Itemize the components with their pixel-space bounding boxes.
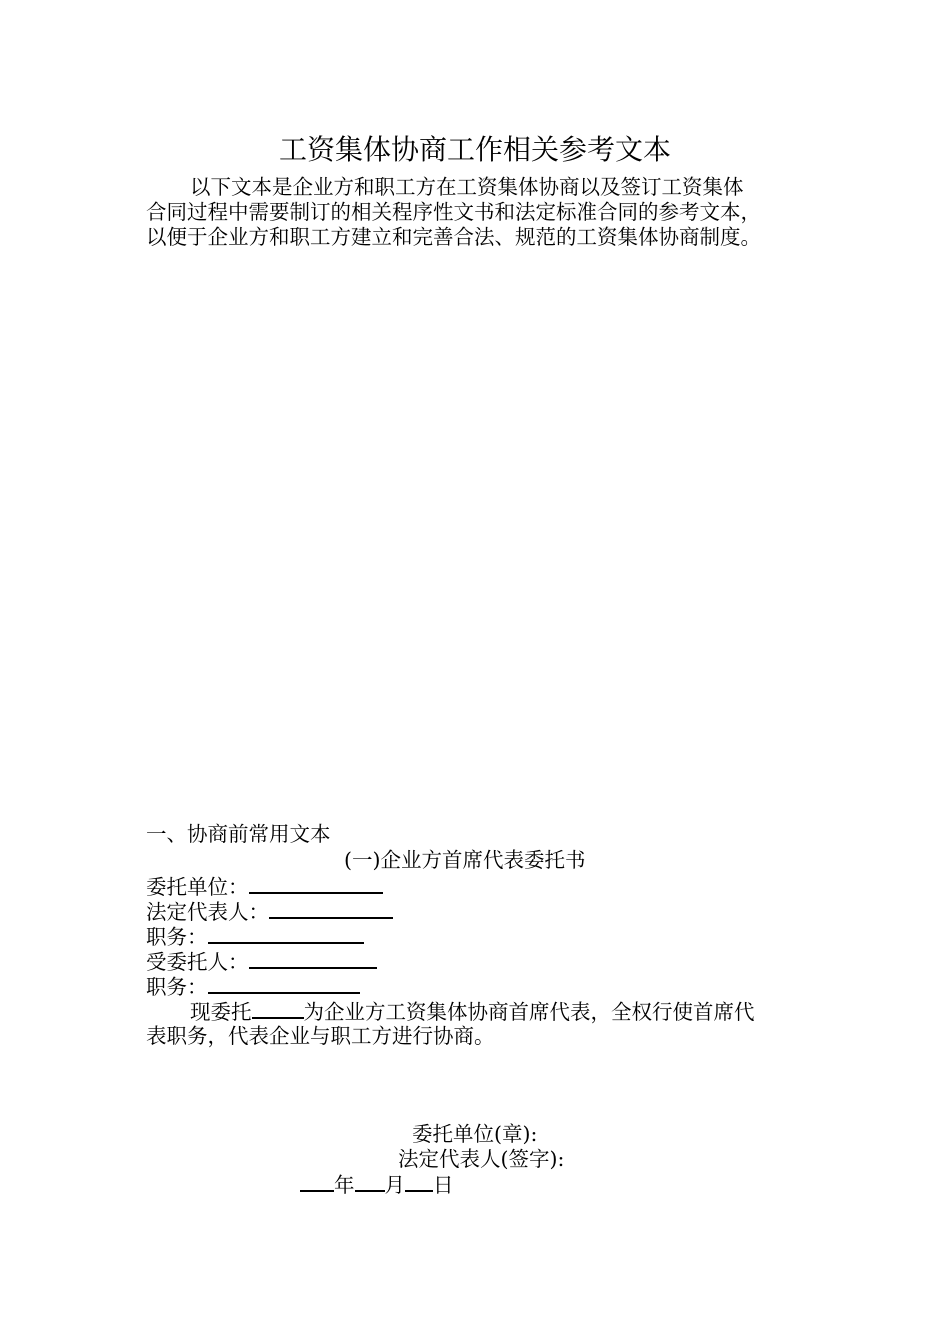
section-heading: 一、协商前常用文本 <box>146 822 331 846</box>
date-month-label: 月 <box>384 1173 405 1197</box>
document-title: 工资集体协商工作相关参考文本 <box>278 133 671 166</box>
fill-blank[interactable] <box>269 899 393 919</box>
fill-blank[interactable] <box>208 974 360 994</box>
fill-blank[interactable] <box>208 924 364 944</box>
field-label: 法定代表人： <box>146 900 269 924</box>
fill-blank[interactable] <box>355 1172 385 1192</box>
field-position <box>146 974 360 1000</box>
intro-line: 以便于企业方和职工方建立和完善合法、规范的工资集体协商制度。 <box>146 225 761 249</box>
field-entrusting-unit <box>146 874 383 900</box>
intro-line: 以下文本是企业方和职工方在工资集体协商以及签订工资集体 <box>190 175 744 199</box>
body-line <box>190 999 755 1025</box>
intro-line: 合同过程中需要制订的相关程序性文书和法定标准合同的参考文本， <box>146 200 761 224</box>
signature-representative: 法定代表人(签字): <box>398 1147 565 1171</box>
field-legal-representative <box>146 899 393 925</box>
subsection-title: (一)企业方首席代表委托书 <box>344 848 586 872</box>
signature-date <box>300 1172 454 1198</box>
field-label: 职务： <box>146 925 208 949</box>
date-day-label: 日 <box>433 1173 454 1197</box>
fill-blank[interactable] <box>300 1172 334 1192</box>
fill-blank[interactable] <box>249 949 377 969</box>
fill-blank[interactable] <box>405 1172 433 1192</box>
body-text: 为企业方工资集体协商首席代表，全权行使首席代 <box>303 1000 755 1024</box>
fill-blank[interactable] <box>252 999 304 1019</box>
fill-blank[interactable] <box>249 874 383 894</box>
body-text: 现委托 <box>190 1000 252 1024</box>
field-label: 职务： <box>146 975 208 999</box>
field-entrusted-person <box>146 949 377 975</box>
field-position <box>146 924 364 950</box>
intro-paragraph <box>146 175 816 250</box>
body-line: 表职务，代表企业与职工方进行协商。 <box>146 1024 495 1048</box>
field-label: 受委托人： <box>146 950 249 974</box>
signature-unit: 委托单位(章): <box>412 1122 538 1146</box>
date-year-label: 年 <box>334 1173 355 1197</box>
field-label: 委托单位： <box>146 875 249 899</box>
